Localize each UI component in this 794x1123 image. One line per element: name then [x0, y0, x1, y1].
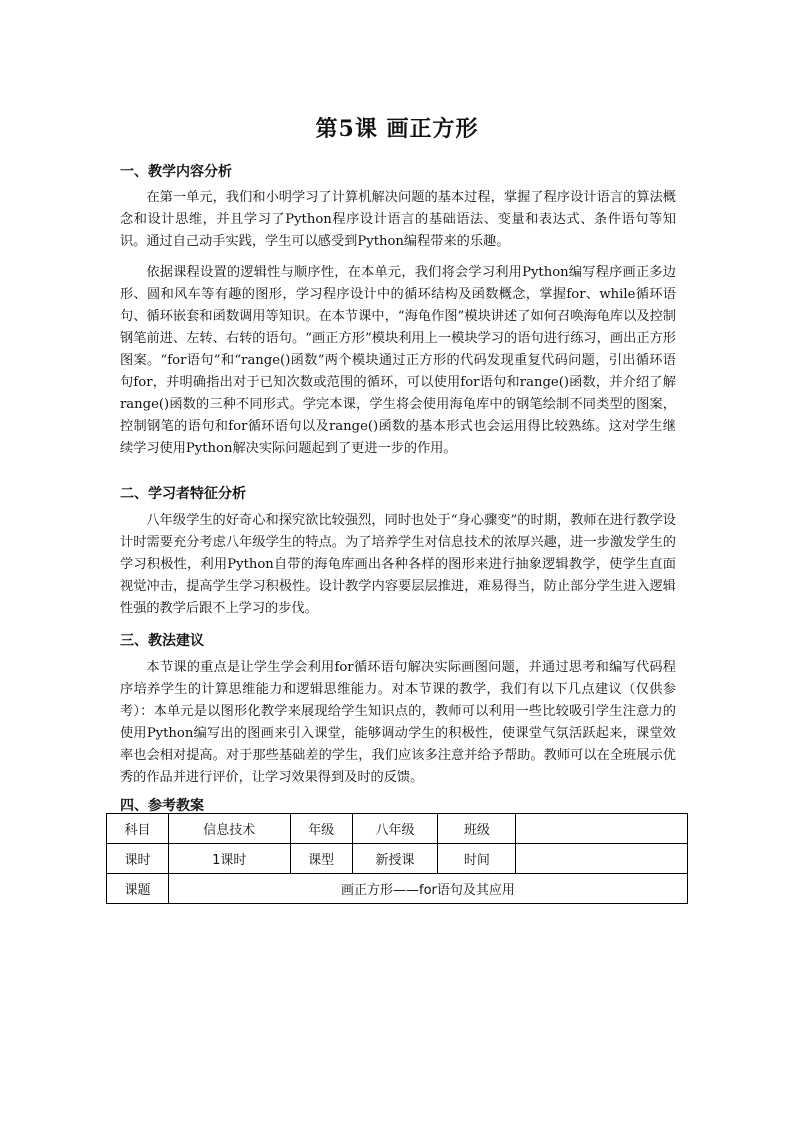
topic-label: 课题 — [107, 874, 169, 904]
table-row — [107, 814, 688, 844]
table-row — [107, 844, 688, 874]
time-label: 时间 — [438, 844, 516, 874]
topic-value: 画正方形——for语句及其应用 — [168, 874, 687, 904]
section-heading-content-analysis: 一、教学内容分析 — [120, 164, 232, 180]
section-heading-learner-analysis: 二、学习者特征分析 — [120, 486, 246, 502]
table-row — [107, 874, 688, 904]
section-heading-reference-plan: 四、参考教案 — [120, 798, 204, 814]
paragraph-content-analysis-1: 在第一单元，我们和小明学习了计算机解决问题的基本过程，掌握了程序设计语言的算法概念和设计思维，并且学习了Python程序设计语言的基础语法、变量和表达式、条件语句等知识。通过自己动手实践，学生可以感受到Python编程带来的乐趣。 — [120, 190, 676, 249]
grade-label: 年级 — [290, 814, 352, 844]
class-value — [516, 814, 688, 844]
section-heading-teaching-suggestions: 三、教法建议 — [120, 633, 204, 649]
subject-value: 信息技术 — [168, 814, 290, 844]
paragraph-content-analysis-2: 依据课程设置的逻辑性与顺序性，在本单元，我们将会学习利用Python编写程序画正多边形、圆和风车等有趣的图形，学习程序设计中的循环结构及函数概念，掌握for、while循环语句、循环嵌套和函数调用等知识。在本节课中，“海龟作图”模块讲述了如何召唤海龟库以及控制钢笔前进、左转、右转的语句。“画正方形”模块利用上一模块学习的语句进行练习，画出正方形图案。“for语句”和“range()函数”两个模块通过正方形的代码发现重复代码问题，引出循环语句for，并明确指出对于已知次数或范围的循环，可以使用for语句和range()函数，并介绍了解range()函数的三种不同形式。学完本课，学生将会使用海龟库中的钢笔绘制不同类型的图案，控制钢笔的语句和for循环语句以及range()函数的基本形式也会运用得比较熟练。这对学生继续学习使用Python解决实际问题起到了更进一步的作用。 — [120, 265, 676, 456]
hours-label: 课时 — [107, 844, 169, 874]
time-value — [516, 844, 688, 874]
paragraph-learner-analysis: 八年级学生的好奇心和探究欲比较强烈，同时也处于“身心骤变”的时期，教师在进行教学设计时需要充分考虑八年级学生的特点。为了培养学生对信息技术的浓厚兴趣，进一步激发学生的学习积极性，利用Python自带的海龟库画出各种各样的图形来进行抽象逻辑教学，使学生直面视觉冲击，提高学生学习积极性。设计教学内容要层层推进，难易得当，防止部分学生进入逻辑性强的教学后跟不上学习的步伐。 — [120, 513, 676, 616]
subject-label: 科目 — [107, 814, 169, 844]
class-label: 班级 — [438, 814, 516, 844]
page-title: 第5课 画正方形 — [315, 116, 479, 142]
type-label: 课型 — [290, 844, 352, 874]
lesson-plan-table — [106, 813, 688, 904]
type-value: 新授课 — [352, 844, 438, 874]
hours-value: 1课时 — [168, 844, 290, 874]
grade-value: 八年级 — [352, 814, 438, 844]
paragraph-teaching-suggestions: 本节课的重点是让学生学会利用for循环语句解决实际画图问题，并通过思考和编写代码程序培养学生的计算思维能力和逻辑思维能力。对本节课的教学，我们有以下几点建议（仅供参考）：本单元是以图形化教学来展现给学生知识点的，教师可以利用一些比较吸引学生注意力的使用Python编写出的图画来引入课堂，能够调动学生的积极性，使课堂气氛活跃起来，课堂效率也会相对提高。对于那些基础差的学生，我们应该多注意并给予帮助。教师可以在全班展示优秀的作品并进行评价，让学习效果得到及时的反馈。 — [120, 660, 676, 785]
